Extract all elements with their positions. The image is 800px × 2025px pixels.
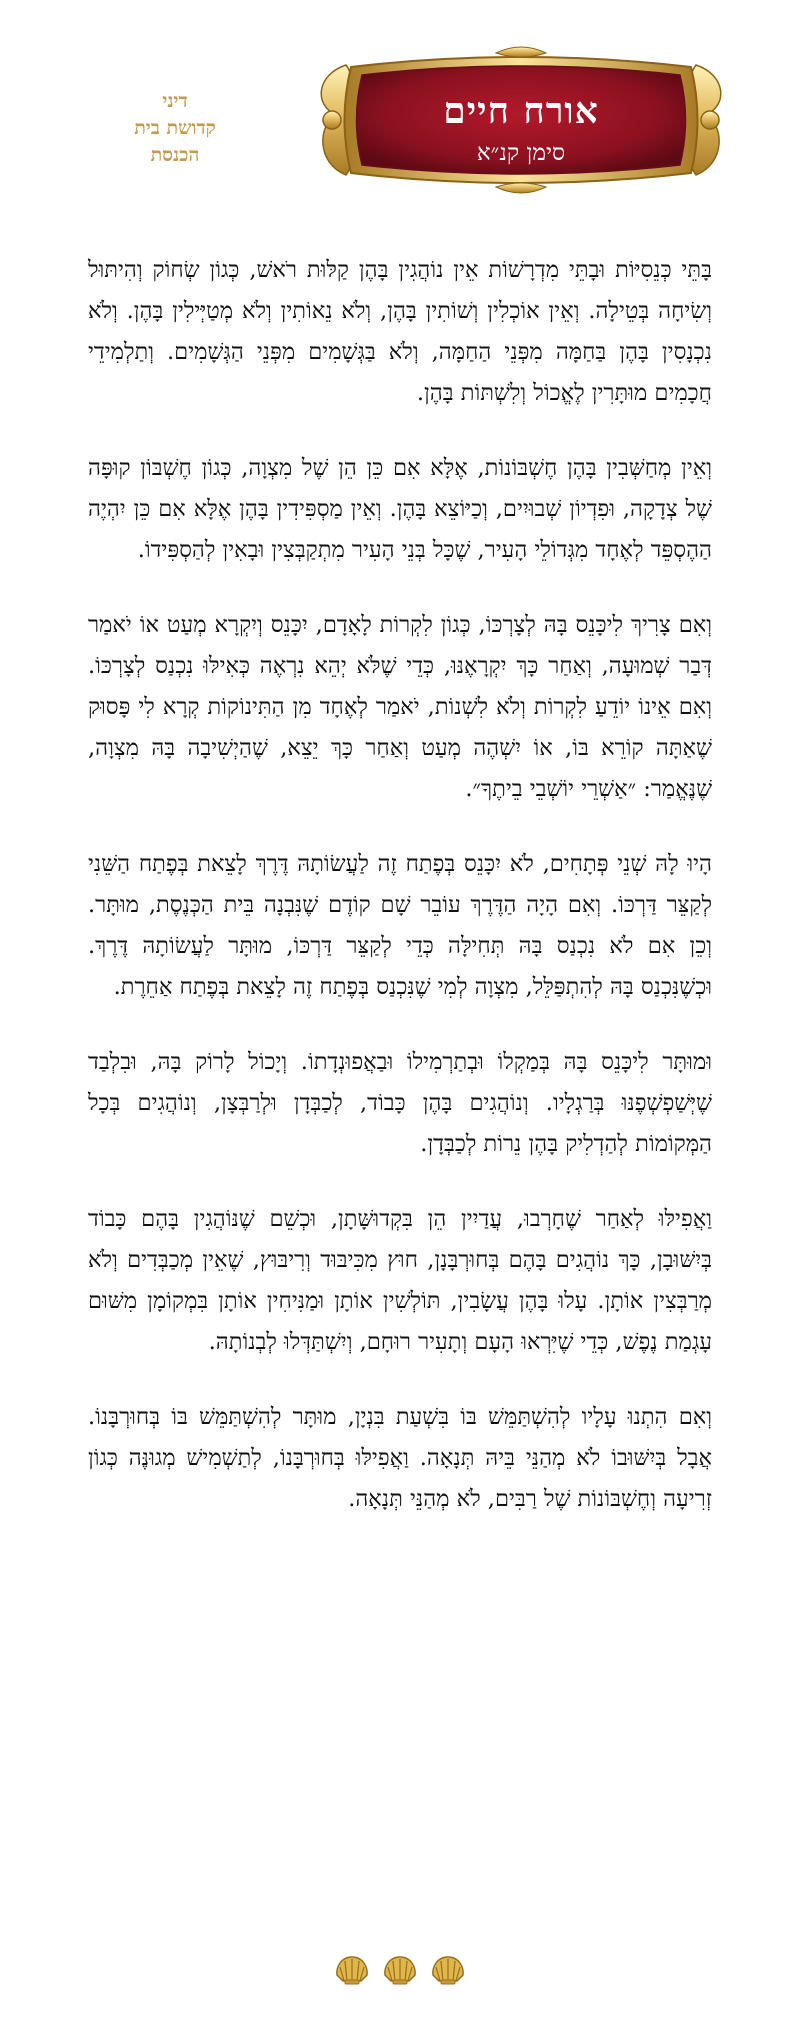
footer-ornaments [0,1955,800,1985]
shell-icon [431,1955,465,1985]
section-note-line: דיני [162,90,188,112]
paragraph: וְאֵין מְחַשְּׁבִין בָּהֶן חֶשְׁבּוֹנוֹת, אֶלָּא אִם כֵּן הֵן שֶׁל מִצְוָה, כְּגוֹן חֶשְׁבּוֹן קוּפָּה שֶׁל צְדָקָה, וּפִדְיוֹן שְׁבוּיִים, וְכַיּוֹצֵא בָּהֶן. וְאֵין מַסְפִּידִין בָּהֶן אֶלָּא אִם כֵּן יִהְיֶה הַהֶסְפֵּד לְאֶחָד מִגְּדוֹלֵי הָעִיר, שֶׁכָּל בְּנֵי הָעִיר מִתְקַבְּצִין וּבָאִין לְהַסְפִּידוֹ. [88,455,712,563]
paragraph: וּמוּתָּר לִיכָּנֵס בָּהּ בְּמַקְלוֹ וּבְתַרְמִילוֹ וּבַאֲפוּנְדָתוֹ. וְיָכוֹל לָרוֹק בָּהּ, וּבִלְבַד שֶׁיְּשַׁפְשְׁפֶנּוּ בְּרַגְלָיו. וְנוֹהֲגִים בָּהֶן כָּבוֹד, לְכַבְּדָן וּלְרַבְּצָן, וְנוֹהֲגִים בְּכָל הַמְּקוֹמוֹת לְהַדְלִיק בָּהֶן נֵרוֹת לְכַבְּדָן. [88,1049,712,1157]
title-banner [306,45,736,195]
page-title: אורח חיים [443,90,599,132]
section-note-line: קדושת בית [134,117,216,139]
section-note [105,88,245,169]
shell-icon [383,1955,417,1985]
paragraph: הָיוּ לָהּ שְׁנֵי פְּתָחִים, לֹא יִכָּנֵס בְּפֶתַח זֶה לַעֲשׂוֹתָהּ דֶּרֶךְ לָצֵאת בְּפֶתַח הַשֵּׁנִי לְקַצֵּר דַּרְכּוֹ. וְאִם הָיָה הַדֶּרֶךְ עוֹבֵר שָׁם קוֹדֶם שֶׁנִּבְנָה בֵּית הַכְּנֶסֶת, מוּתָּר. וְכֵן אִם לֹא נִכְנַס בָּהּ תְּחִילָּה כְּדֵי לְקַצֵּר דַּרְכּוֹ, מוּתָּר לַעֲשׂוֹתָהּ דֶּרֶךְ. וּכְשֶׁנִּכְנַס בָּהּ לְהִתְפַּלֵּל, מִצְוָה לְמִי שֶׁנִּכְנַס בְּפֶתַח זֶה לָצֵאת בְּפֶתַח אַחֵרֶת. [88,851,712,1000]
document-body [88,250,712,1554]
paragraph: וְאִם צָרִיךְ לִיכָּנֵס בָּהּ לְצָרְכּוֹ, כְּגוֹן לִקְרוֹת לָאָדָם, יִכָּנֵס וְיִקְרָא מְעַט אוֹ יֹאמַר דְּבַר שְׁמוּעָה, וְאַחַר כָּךְ יִקְרָאֶנּוּ, כְּדֵי שֶׁלֹּא יְהֵא נִרְאֶה כְּאִילּוּ נִכְנַס לְצָרְכּוֹ. וְאִם אֵינוֹ יוֹדֵעַ לִקְרוֹת וְלֹא לִשְׁנוֹת, יֹאמַר לְאֶחָד מִן הַתִּינוֹקוֹת קְרָא לִי פָּסוּק שֶׁאַתָּה קוֹרֵא בּוֹ, אוֹ יִשְׁהֶה מְעַט וְאַחַר כָּךְ יֵצֵא, שֶׁהַיְשִׁיבָה בָּהּ מִצְוָה, שֶׁנֶּאֱמַר: ״אַשְׁרֵי יוֹשְׁבֵי בֵיתֶךָ״. [88,612,712,802]
paragraph: וְאִם הִתְנוּ עָלָיו לְהִשְׁתַּמֵּשׁ בּוֹ בִּשְׁעַת בִּנְיָן, מוּתָּר לְהִשְׁתַּמֵּשׁ בּוֹ בְּחוּרְבָּנוֹ. אֲבָל בְּיִשּׁוּבוֹ לֹא מְהַנֵּי בֵּיהּ תְּנָאָה. וַאֲפִילּוּ בְּחוּרְבָּנוֹ, לְתַשְׁמִישׁ מְגוּנֶּה כְּגוֹן זְרִיעָה וְחֶשְׁבּוֹנוֹת שֶׁל רַבִּים, לֹא מְהַנֵּי תְּנָאָה. [88,1404,712,1512]
paragraph: וַאֲפִילּוּ לְאַחַר שֶׁחָרְבוּ, עֲדַיִין הֵן בִּקְדוּשָּׁתָן, וּכְשֵׁם שֶׁנּוֹהֲגִין בָּהֶם כָּבוֹד בְּיִשּׁוּבָן, כָּךְ נוֹהֲגִים בָּהֶם בְּחוּרְבָּנָן, חוּץ מִכִּיבּוּד וְרִיבּוּץ, שֶׁאֵין מְכַבְּדִים וְלֹא מְרַבְּצִין אוֹתָן. עָלוּ בָּהֶן עֲשָׂבִין, תּוֹלְשִׁין אוֹתָן וּמַנִּיחִין אוֹתָן בִּמְקוֹמָן מִשּׁוּם עָגְמַת נֶפֶשׁ, כְּדֵי שֶׁיִּרְאוּ הָעָם וְתָעִיר רוּחָם, וְיִשְׁתַּדְּלוּ לְבְנוֹתָהּ. [88,1206,712,1355]
paragraph: בָּתֵּי כְּנֵסִיּוֹת וּבָתֵּי מִדְרָשׁוֹת אֵין נוֹהֲגִין בָּהֶן קַלּוּת רֹאשׁ, כְּגוֹן שְׂחוֹק וְהִיתּוּל וְשִׂיחָה בְּטֵילָה. וְאֵין אוֹכְלִין וְשׁוֹתִין בָּהֶן, וְלֹא נֵאוֹתִין וְלֹא מְטַיְּילִין בָּהֶן. וְלֹא נִכְנָסִין בָּהֶן בַּחַמָּה מִפְּנֵי הַחַמָּה, וְלֹא בַּגְּשָׁמִים מִפְּנֵי הַגְּשָׁמִים. וְתַלְמִידֵי חֲכָמִים מוּתָּרִין לֶאֱכוֹל וְלִשְׁתּוֹת בָּהֶן. [88,257,712,406]
section-note-line: הכנסת [150,144,200,166]
shell-icon [335,1955,369,1985]
page-subtitle: סימן קנ״א [476,140,566,166]
